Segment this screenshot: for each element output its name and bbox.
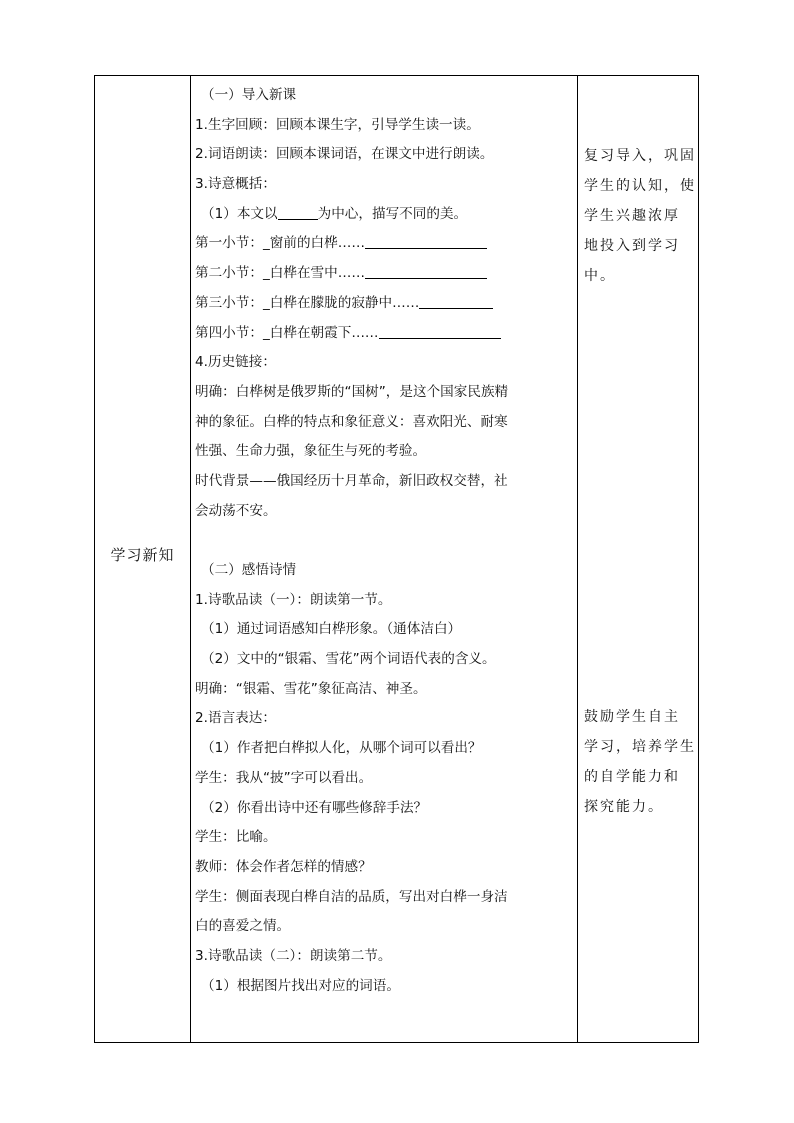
line-text: （2）文中的“银霜、雪花”两个词语代表的含义。 bbox=[201, 651, 496, 668]
note-line: 鼓励学生自主 bbox=[584, 709, 680, 725]
note-line: 中。 bbox=[584, 268, 616, 284]
line-text: 第一小节：_窗前的白桦…… bbox=[195, 235, 365, 252]
content-line bbox=[195, 794, 573, 824]
column-divider bbox=[577, 76, 578, 1042]
content-line bbox=[195, 319, 573, 349]
content-line bbox=[195, 111, 573, 141]
note-line: 探究能力。 bbox=[584, 799, 664, 815]
line-text: 学生：我从“披”字可以看出。 bbox=[195, 769, 373, 786]
note-line: 学生的认知，使 bbox=[584, 178, 696, 194]
line-text: （二）感悟诗情 bbox=[201, 562, 297, 578]
content-line bbox=[195, 140, 573, 170]
content-line bbox=[195, 942, 573, 972]
content-line bbox=[195, 81, 573, 111]
content-line bbox=[195, 200, 573, 230]
line-text: 1.生字回顾：回顾本课生字，引导学生读一读。 bbox=[195, 116, 480, 133]
line-text: 4.历史链接： bbox=[195, 354, 276, 371]
content-line bbox=[195, 378, 573, 408]
note-line: 地投入到学习 bbox=[584, 238, 680, 254]
content-line bbox=[195, 586, 573, 616]
line-text: 为中心，描写不同的美。 bbox=[317, 205, 468, 222]
line-text: 2.语言表达： bbox=[195, 710, 276, 727]
content-line bbox=[195, 972, 573, 1002]
content-line bbox=[195, 615, 573, 645]
line-text: 第三小节：_白桦在朦胧的寂静中…… bbox=[195, 294, 420, 311]
note-line: 学习，培养学生 bbox=[584, 739, 696, 755]
content-line bbox=[195, 467, 573, 497]
line-text: （2）你看出诗中还有哪些修辞手法？ bbox=[201, 799, 428, 816]
content-line bbox=[195, 883, 573, 913]
fill-in-blank bbox=[278, 204, 318, 220]
line-text: 学生：侧面表现白桦自洁的品质，写出对白桦一身洁 bbox=[195, 888, 508, 905]
content-line bbox=[195, 348, 573, 378]
fill-in-blank bbox=[419, 293, 493, 309]
note-line: 复习导入，巩固 bbox=[584, 148, 696, 164]
content-line bbox=[195, 556, 573, 586]
line-text: （1）作者把白桦拟人化，从哪个词可以看出？ bbox=[201, 740, 482, 757]
fill-in-blank bbox=[365, 263, 487, 279]
content-line bbox=[195, 675, 573, 705]
section-label: 学习新知 bbox=[110, 546, 175, 564]
line-text: 学生：比喻。 bbox=[195, 829, 277, 846]
content-line bbox=[195, 734, 573, 764]
line-text: 2.词语朗读：回顾本课词语，在课文中进行朗读。 bbox=[195, 146, 494, 163]
content-line bbox=[195, 764, 573, 794]
content-line bbox=[195, 823, 573, 853]
line-text: 第四小节：_白桦在朝霞下…… bbox=[195, 324, 379, 341]
design-intent-note bbox=[584, 141, 696, 291]
content-line bbox=[195, 437, 573, 467]
line-text: 白的喜爱之情。 bbox=[195, 918, 291, 935]
line-text: 神的象征。白桦的特点和象征意义：喜欢阳光、耐寒 bbox=[195, 413, 508, 430]
line-text: 会动荡不安。 bbox=[195, 502, 277, 519]
design-intent-note bbox=[584, 702, 696, 822]
content-line bbox=[195, 704, 573, 734]
line-text: （1）本文以 bbox=[201, 205, 278, 222]
content-line bbox=[195, 229, 573, 259]
content-line bbox=[195, 170, 573, 200]
line-text: （1）通过词语感知白桦形象。（通体洁白） bbox=[201, 621, 462, 638]
content-line bbox=[195, 408, 573, 438]
lesson-table bbox=[94, 75, 699, 1043]
line-text: 明确：“银霜、雪花”象征高洁、神圣。 bbox=[195, 680, 427, 697]
line-text: 明确：白桦树是俄罗斯的“国树”，是这个国家民族精 bbox=[195, 383, 509, 400]
line-text: 3.诗意概括： bbox=[195, 176, 276, 193]
content-line bbox=[195, 912, 573, 942]
line-text: 第二小节：_白桦在雪中…… bbox=[195, 265, 365, 282]
column-divider bbox=[190, 76, 191, 1042]
line-text: 性强、生命力强，象征生与死的考验。 bbox=[195, 443, 427, 460]
note-line: 的自学能力和 bbox=[584, 769, 680, 785]
line-text: （一）导入新课 bbox=[201, 87, 297, 103]
blank-line bbox=[195, 526, 573, 556]
line-text: 时代背景——俄国经历十月革命，新旧政权交替，社 bbox=[195, 472, 508, 489]
fill-in-blank bbox=[379, 323, 501, 339]
content-line bbox=[195, 497, 573, 527]
content-line bbox=[195, 289, 573, 319]
line-text: 3.诗歌品读（二）：朗读第二节。 bbox=[195, 947, 392, 964]
content-line bbox=[195, 853, 573, 883]
fill-in-blank bbox=[365, 233, 487, 249]
line-text: 教师：体会作者怎样的情感？ bbox=[195, 858, 372, 875]
line-text: 1.诗歌品读（一）：朗读第一节。 bbox=[195, 591, 392, 608]
note-line: 学生兴趣浓厚 bbox=[584, 208, 680, 224]
content-line bbox=[195, 645, 573, 675]
content-line bbox=[195, 259, 573, 289]
teaching-content bbox=[195, 81, 573, 1001]
line-text: （1）根据图片找出对应的词语。 bbox=[201, 977, 400, 994]
